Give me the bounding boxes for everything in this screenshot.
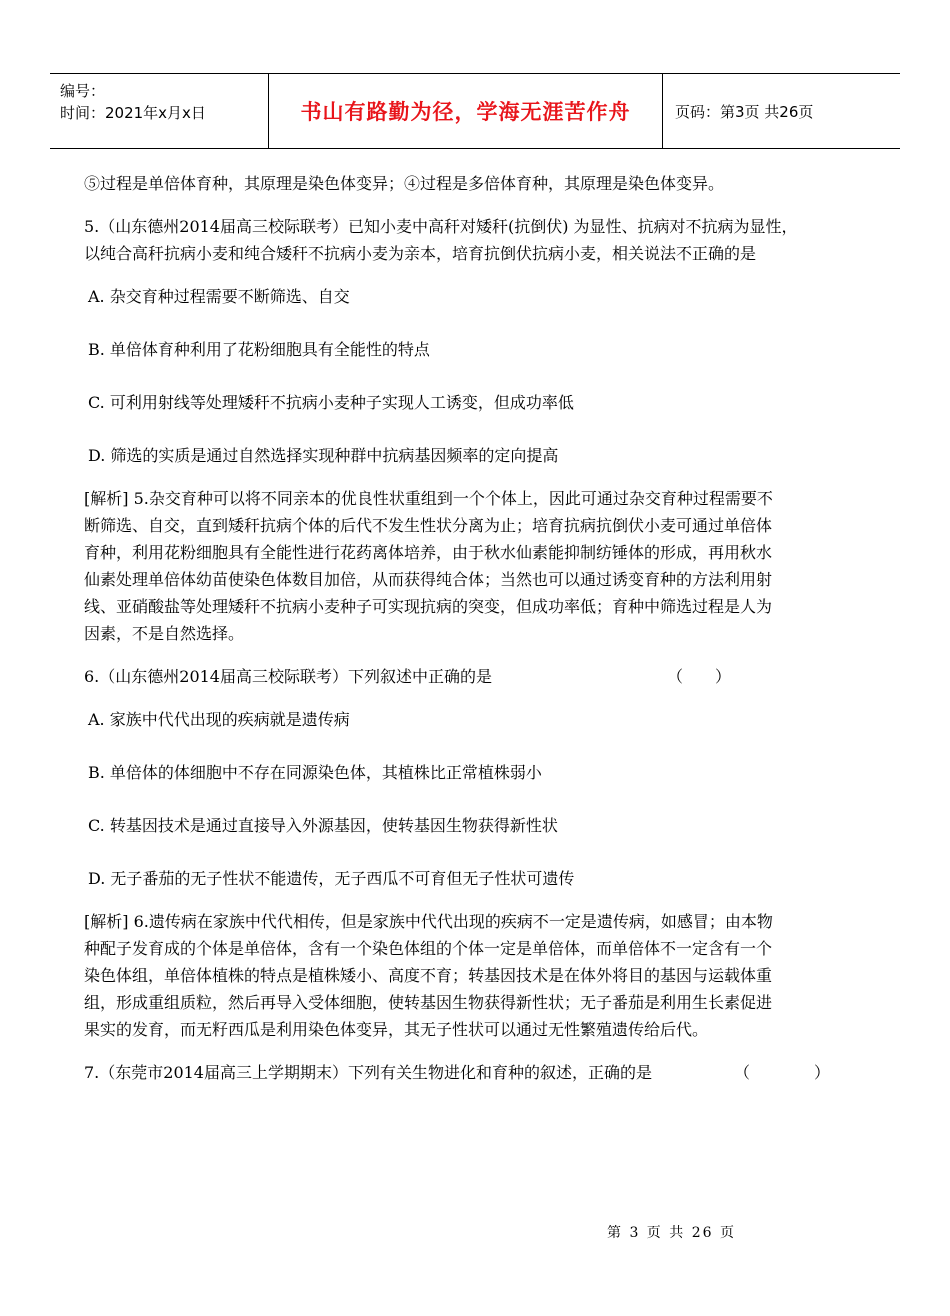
header-page-info: 页码：第3页 共26页 bbox=[675, 103, 814, 121]
q5-option-a: A. 杂交育种过程需要不断筛选、自交 bbox=[88, 287, 350, 306]
q5-stem-line-2: 以纯合高秆抗病小麦和纯合矮秆不抗病小麦为亲本，培育抗倒伏抗病小麦，相关说法不正确的是 bbox=[84, 244, 757, 263]
question-7 bbox=[84, 1059, 884, 1086]
analysis-line: 因素，不是自然选择。 bbox=[84, 624, 245, 643]
q5-option-d: D. 筛选的实质是通过自然选择实现种群中抗病基因频率的定向提高 bbox=[88, 446, 559, 465]
serial-label: 编号： bbox=[60, 82, 106, 100]
q6-stem: 6.（山东德州2014届高三校际联考）下列叙述中正确的是 bbox=[84, 667, 492, 686]
page-footer: 第 3 页 共 26 页 bbox=[607, 1225, 736, 1241]
q6-option-d: D. 无子番茄的无子性状不能遗传，无子西瓜不可育但无子性状可遗传 bbox=[88, 869, 575, 888]
q5-analysis bbox=[84, 485, 884, 647]
analysis-line: [解析] 5.杂交育种可以将不同亲本的优良性状重组到一个个体上，因此可通过杂交育种过程需要不 bbox=[84, 489, 773, 508]
q7-stem: 7.（东莞市2014届高三上学期期末）下列有关生物进化和育种的叙述，正确的是 bbox=[84, 1063, 652, 1082]
analysis-line: [解析] 6.遗传病在家族中代代相传，但是家族中代代出现的疾病不一定是遗传病，如感冒；由本物 bbox=[84, 912, 773, 931]
header-motto: 书山有路勤为径，学海无涯苦作舟 bbox=[300, 100, 631, 124]
analysis-line: 线、亚硝酸盐等处理矮秆不抗病小麦种子可实现抗病的突变，但成功率低；育种中筛选过程是人为 bbox=[84, 597, 773, 616]
analysis-line: 仙素处理单倍体幼苗使染色体数目加倍，从而获得纯合体；当然也可以通过诱变育种的方法利用射 bbox=[84, 570, 773, 589]
intro-line: ⑤过程是单倍体育种，其原理是染色体变异；④过程是多倍体育种，其原理是染色体变异。 bbox=[84, 174, 725, 193]
question-5 bbox=[84, 213, 884, 647]
analysis-line: 种配子发育成的个体是单倍体，含有一个染色体组的个体一定是单倍体，而单倍体不一定含有一个 bbox=[84, 939, 773, 958]
analysis-line: 果实的发育，而无籽西瓜是利用染色体变异，其无子性状可以通过无性繁殖遗传给后代。 bbox=[84, 1020, 709, 1039]
q6-analysis bbox=[84, 908, 884, 1043]
analysis-line: 断筛选、自交，直到矮秆抗病个体的后代不发生性状分离为止；培育抗病抗倒伏小麦可通过单倍体 bbox=[84, 516, 773, 535]
q5-option-b: B. 单倍体育种利用了花粉细胞具有全能性的特点 bbox=[88, 340, 430, 359]
analysis-line: 育种，利用花粉细胞具有全能性进行花药离体培养，由于秋水仙素能抑制纺锤体的形成，再用秋水 bbox=[84, 543, 773, 562]
q7-answer-bracket: （ ） bbox=[734, 1063, 831, 1082]
header-meta bbox=[60, 80, 206, 124]
header-divider bbox=[662, 74, 663, 148]
page-header bbox=[50, 73, 900, 149]
q5-stem-line-1: 5.（山东德州2014届高三校际联考）已知小麦中高秆对矮秆(抗倒伏) 为显性、抗病对不抗病为显性， bbox=[84, 217, 798, 236]
q6-answer-bracket: （ ） bbox=[667, 667, 732, 686]
document-body bbox=[84, 170, 884, 1086]
analysis-line: 组，形成重组质粒，然后再导入受体细胞，使转基因生物获得新性状；无子番茄是利用生长素促进 bbox=[84, 993, 773, 1012]
q5-option-c: C. 可利用射线等处理矮秆不抗病小麦种子实现人工诱变，但成功率低 bbox=[88, 393, 574, 412]
q6-option-a: A. 家族中代代出现的疾病就是遗传病 bbox=[88, 710, 350, 729]
time-label: 时间：2021年x月x日 bbox=[60, 104, 206, 122]
analysis-line: 染色体组，单倍体植株的特点是植株矮小、高度不育；转基因技术是在体外将目的基因与运载体重 bbox=[84, 966, 773, 985]
q6-option-c: C. 转基因技术是通过直接导入外源基因，使转基因生物获得新性状 bbox=[88, 816, 558, 835]
question-6 bbox=[84, 663, 884, 1043]
q6-option-b: B. 单倍体的体细胞中不存在同源染色体，其植株比正常植株弱小 bbox=[88, 763, 542, 782]
